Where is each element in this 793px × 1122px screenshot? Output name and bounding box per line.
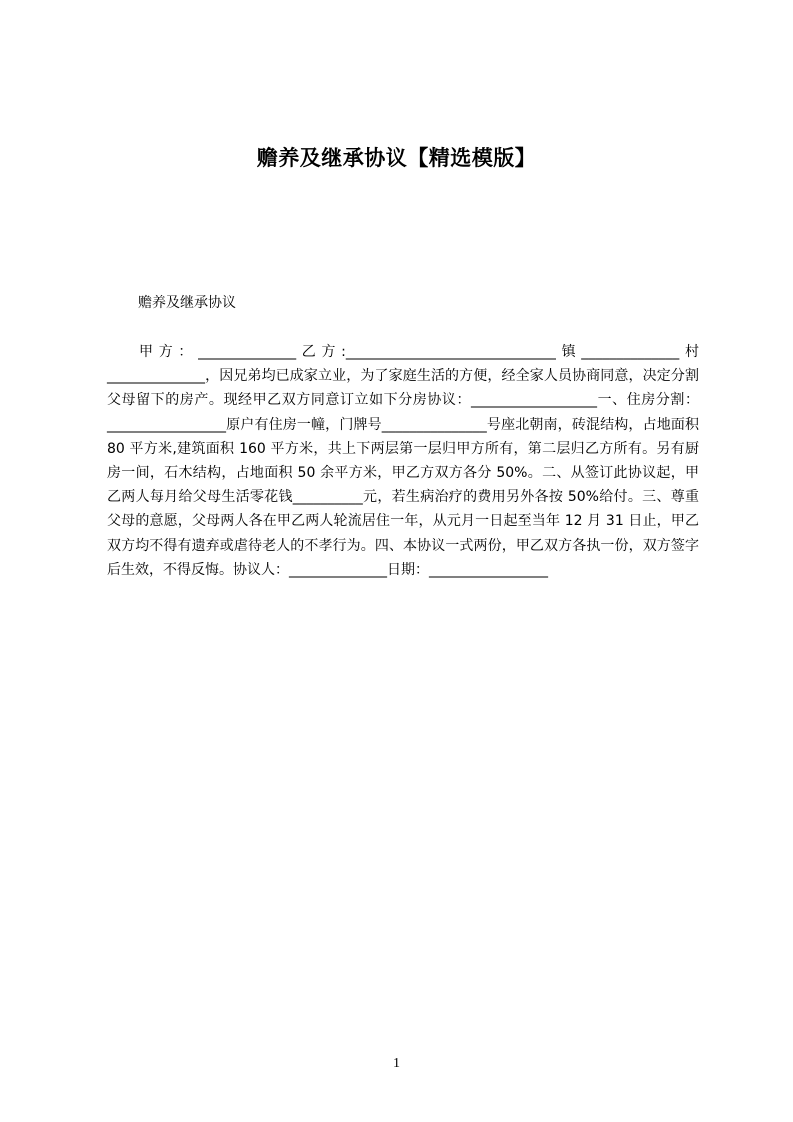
- page-number: 1: [393, 1056, 400, 1071]
- agreement-body: 甲方：______________乙方:______________________________镇______________村______________，因兄弟均已成家立业，为了家庭生活的方便，经全家人员协商同意，决定分割父母留下的房产。现经甲乙双方同意订立如下分房协议：__________________一、住房分割：_________________原户有住房一幢，门牌号_______________号座北朝南，砖混结构，占地面积 80 平方米,建筑面积 160 平方米，共上下两层第一层归甲方所有，第二层归乙方所有。另有厨房一间，石木结构，占地面积 50 余平方米，甲乙方双方各分 50%。二、从签订此协议起，甲乙两人每月给父母生活零花钱__________元，若生病治疗的费用另外各按 50%给付。三、尊重父母的意愿，父母两人各在甲乙两人轮流居住一年，从元月一日起至当年 12 月 31 日止，甲乙双方均不得有遗弃或虐待老人的不孝行为。四、本协议一式两份，甲乙双方各执一份，双方签字后生效，不得反悔。协议人：______________日期：_________________: [107, 344, 699, 578]
- agreement-subtitle: 赡养及继承协议: [138, 295, 236, 311]
- document-title: 赡养及继承协议【精选模版】: [256, 146, 537, 170]
